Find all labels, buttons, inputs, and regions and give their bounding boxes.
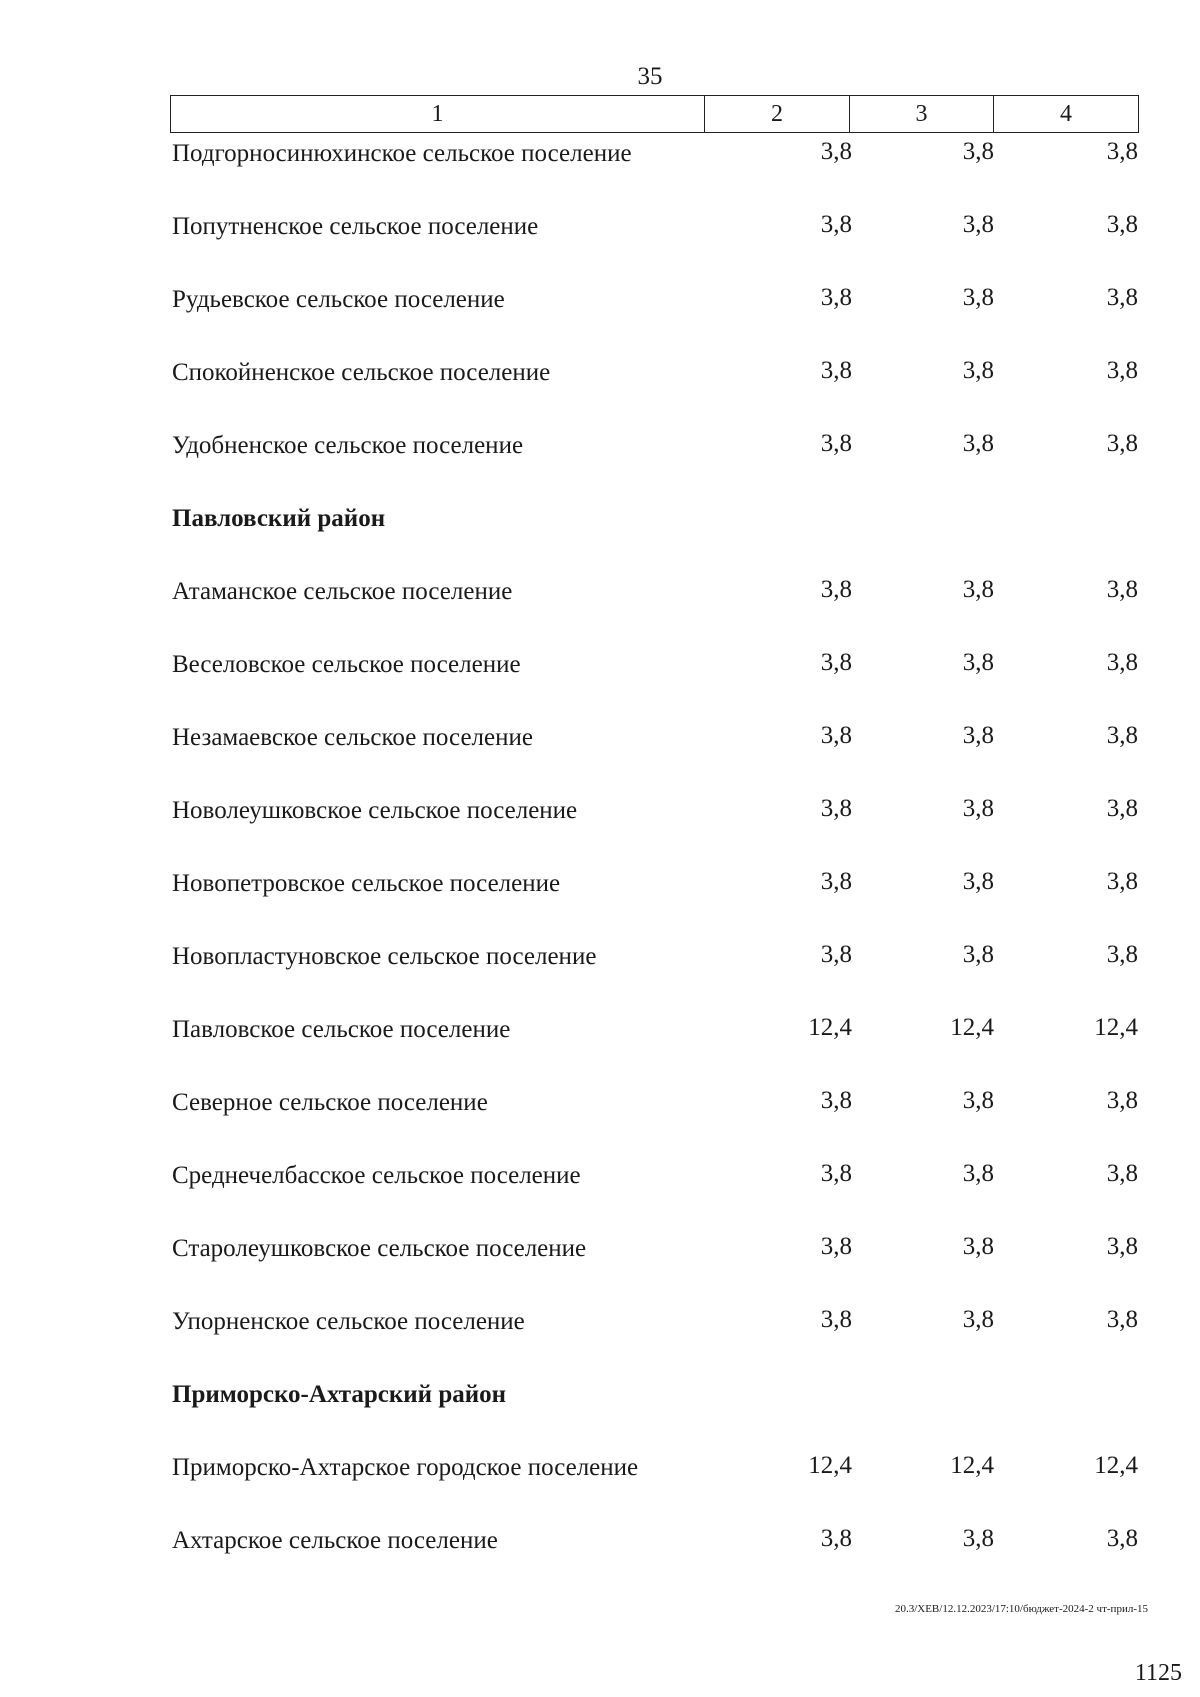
district-heading: Павловский район (172, 505, 386, 532)
column-header-3: 3 (850, 96, 994, 133)
value-column-2: 3,8 (820, 1233, 852, 1260)
table-row (0, 645, 1200, 718)
settlement-name: Приморско-Ахтарское городское поселение (172, 1454, 639, 1481)
value-column-3: 3,8 (962, 1306, 994, 1333)
value-column-4: 3,8 (1106, 138, 1138, 165)
value-column-2: 3,8 (820, 795, 852, 822)
settlement-name: Новопластуновское сельское поселение (172, 943, 597, 970)
value-column-3: 3,8 (962, 357, 994, 384)
value-column-4: 3,8 (1106, 211, 1138, 238)
value-column-3: 3,8 (962, 795, 994, 822)
value-column-3: 3,8 (962, 284, 994, 311)
value-column-3: 3,8 (962, 722, 994, 749)
value-column-2: 3,8 (820, 941, 852, 968)
value-column-4: 3,8 (1106, 1233, 1138, 1260)
settlement-name: Павловское сельское поселение (172, 1016, 511, 1043)
header-row (171, 96, 1139, 133)
table-row (0, 1229, 1200, 1302)
settlement-name: Атаманское сельское поселение (172, 578, 513, 605)
value-column-3: 3,8 (962, 1525, 994, 1552)
value-column-2: 3,8 (820, 1087, 852, 1114)
value-column-3: 12,4 (950, 1014, 994, 1041)
value-column-2: 3,8 (820, 722, 852, 749)
value-column-2: 3,8 (820, 649, 852, 676)
settlement-name: Среднечелбасское сельское поселение (172, 1162, 581, 1189)
value-column-3: 12,4 (950, 1452, 994, 1479)
value-column-2: 3,8 (820, 1306, 852, 1333)
table-row (0, 1156, 1200, 1229)
settlement-name: Упорненское сельское поселение (172, 1308, 525, 1335)
value-column-3: 3,8 (962, 941, 994, 968)
table-row (0, 426, 1200, 499)
column-header-4: 4 (994, 96, 1139, 133)
table-row (0, 791, 1200, 864)
value-column-3: 3,8 (962, 138, 994, 165)
district-heading-row (0, 1375, 1200, 1448)
value-column-3: 3,8 (962, 868, 994, 895)
district-heading: Приморско-Ахтарский район (172, 1381, 507, 1408)
settlement-name: Подгорносинюхинское сельское поселение (172, 140, 632, 167)
value-column-2: 3,8 (820, 138, 852, 165)
table-row (0, 937, 1200, 1010)
value-column-3: 3,8 (962, 576, 994, 603)
column-header-1: 1 (171, 96, 705, 133)
table-row (0, 1448, 1200, 1521)
value-column-2: 3,8 (820, 1525, 852, 1552)
value-column-2: 12,4 (808, 1014, 852, 1041)
value-column-4: 12,4 (1094, 1452, 1138, 1479)
settlement-name: Рудьевское сельское поселение (172, 286, 505, 313)
settlement-name: Попутненское сельское поселение (172, 213, 539, 240)
value-column-4: 12,4 (1094, 1014, 1138, 1041)
column-header-2: 2 (705, 96, 850, 133)
table-row (0, 353, 1200, 426)
settlement-name: Новолеушковское сельское поселение (172, 797, 578, 824)
settlement-name: Веселовское сельское поселение (172, 651, 521, 678)
table-row (0, 864, 1200, 937)
sheet-number: 1125 (1134, 1660, 1182, 1686)
value-column-2: 3,8 (820, 357, 852, 384)
value-column-4: 3,8 (1106, 1087, 1138, 1114)
value-column-2: 3,8 (820, 868, 852, 895)
value-column-4: 3,8 (1106, 868, 1138, 895)
value-column-4: 3,8 (1106, 941, 1138, 968)
settlement-name: Северное сельское поселение (172, 1089, 488, 1116)
table-row (0, 207, 1200, 280)
table-header (170, 95, 1139, 133)
value-column-4: 3,8 (1106, 1306, 1138, 1333)
table-row (0, 1302, 1200, 1375)
table-row (0, 572, 1200, 645)
value-column-4: 3,8 (1106, 284, 1138, 311)
value-column-4: 3,8 (1106, 1525, 1138, 1552)
value-column-3: 3,8 (962, 649, 994, 676)
document-reference: 20.3/XEB/12.12.2023/17:10/бюджет-2024-2 чт-прил-15 (894, 1603, 1148, 1615)
value-column-3: 3,8 (962, 211, 994, 238)
value-column-2: 3,8 (820, 211, 852, 238)
value-column-4: 3,8 (1106, 722, 1138, 749)
value-column-2: 3,8 (820, 1160, 852, 1187)
value-column-4: 3,8 (1106, 430, 1138, 457)
value-column-2: 3,8 (820, 284, 852, 311)
value-column-2: 3,8 (820, 576, 852, 603)
settlement-name: Ахтарское сельское поселение (172, 1527, 498, 1554)
value-column-3: 3,8 (962, 1087, 994, 1114)
value-column-4: 3,8 (1106, 576, 1138, 603)
page-number: 35 (637, 63, 663, 90)
settlement-name: Новопетровское сельское поселение (172, 870, 561, 897)
value-column-4: 3,8 (1106, 357, 1138, 384)
table-row (0, 1010, 1200, 1083)
settlement-name: Спокойненское сельское поселение (172, 359, 551, 386)
settlement-name: Незамаевское сельское поселение (172, 724, 533, 751)
value-column-2: 12,4 (808, 1452, 852, 1479)
settlement-name: Удобненское сельское поселение (172, 432, 524, 459)
district-heading-row (0, 499, 1200, 572)
table-row (0, 280, 1200, 353)
value-column-3: 3,8 (962, 1160, 994, 1187)
value-column-3: 3,8 (962, 1233, 994, 1260)
table-row (0, 718, 1200, 791)
value-column-4: 3,8 (1106, 1160, 1138, 1187)
table-row (0, 1521, 1200, 1594)
table-body (0, 134, 1200, 1594)
table-row (0, 134, 1200, 207)
table-row (0, 1083, 1200, 1156)
value-column-3: 3,8 (962, 430, 994, 457)
value-column-4: 3,8 (1106, 649, 1138, 676)
value-column-4: 3,8 (1106, 795, 1138, 822)
settlement-name: Старолеушковское сельское поселение (172, 1235, 587, 1262)
value-column-2: 3,8 (820, 430, 852, 457)
